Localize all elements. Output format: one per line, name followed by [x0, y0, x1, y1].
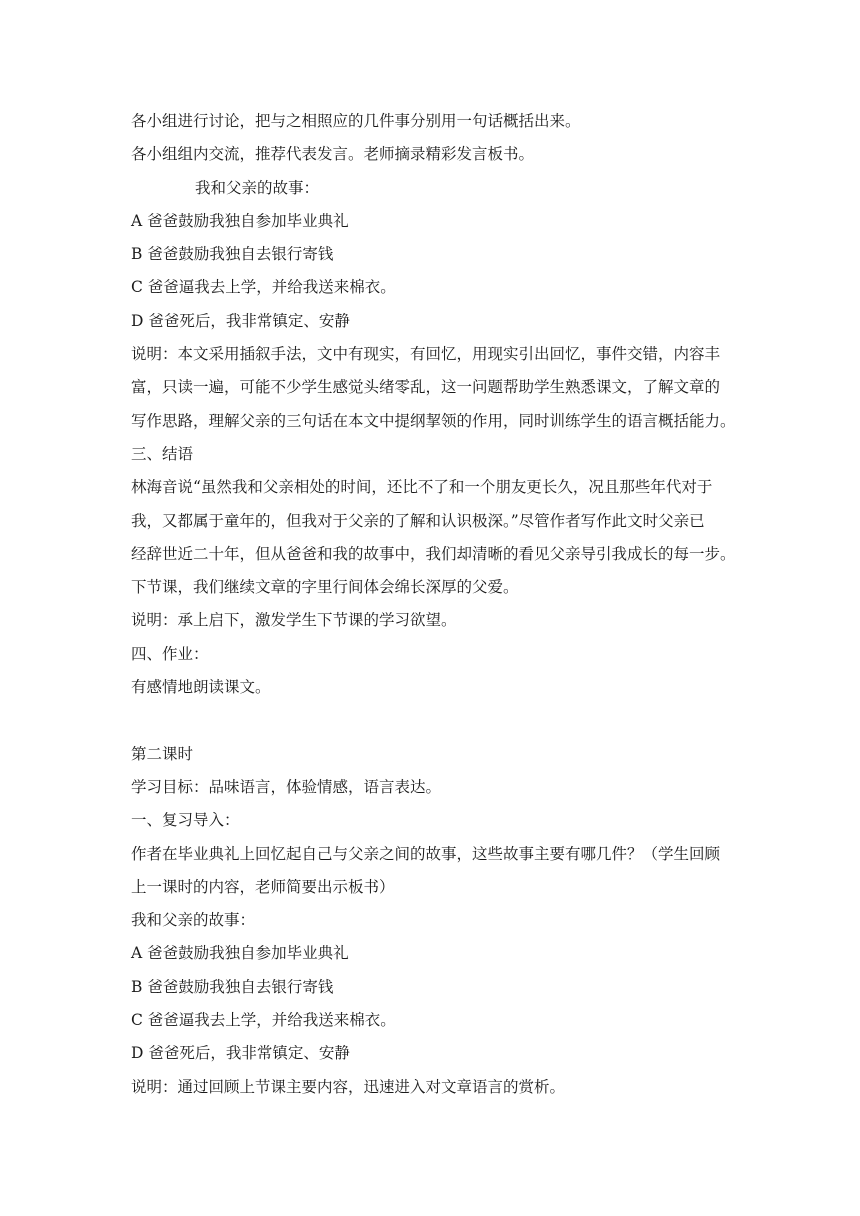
- story-item-c-2: C 爸爸逼我去上学，并给我送来棉衣。: [131, 1011, 396, 1030]
- lesson-title: 第二课时: [131, 744, 194, 763]
- conclusion-note: 说明：承上启下，激发学生下节课的学习欲望。: [131, 611, 457, 630]
- story-heading: 我和父亲的故事：: [195, 178, 320, 197]
- review-line-2: 上一课时的内容，老师简要出示板书）: [131, 877, 395, 896]
- section-heading-homework: 四、作业：: [131, 644, 209, 663]
- conclusion-line-3: 经辞世近二十年，但从爸爸和我的故事中，我们却清晰的看见父亲导引我成长的每一步。: [131, 544, 736, 563]
- section-heading-review: 一、复习导入：: [131, 811, 240, 830]
- review-note: 说明：通过回顾上节课主要内容，迅速进入对文章语言的赏析。: [131, 1077, 566, 1096]
- note-line-2: 富，只读一遍，可能不少学生感觉头绪零乱，这一问题帮助学生熟悉课文，了解文章的: [131, 378, 721, 397]
- story-item-a-2: A 爸爸鼓励我独自参加毕业典礼: [131, 944, 349, 963]
- section-heading-conclusion: 三、结语: [131, 444, 194, 463]
- homework-task: 有感情地朗读课文。: [131, 678, 271, 697]
- story-heading-2: 我和父亲的故事：: [131, 911, 256, 930]
- review-line-1: 作者在毕业典礼上回忆起自己与父亲之间的故事，这些故事主要有哪几件？（学生回顾: [131, 844, 721, 863]
- story-item-b-2: B 爸爸鼓励我独自去银行寄钱: [131, 977, 334, 996]
- document-page: [131, 105, 736, 1104]
- story-item-d-2: D 爸爸死后，我非常镇定、安静: [131, 1044, 350, 1063]
- story-item-a: A 爸爸鼓励我独自参加毕业典礼: [131, 211, 349, 230]
- story-item-d: D 爸爸死后，我非常镇定、安静: [131, 311, 350, 330]
- paragraph-group-discussion: 各小组进行讨论，把与之相照应的几件事分别用一句话概括出来。: [131, 112, 581, 130]
- blank-line: [131, 704, 731, 737]
- paragraph-group-exchange: 各小组组内交流，推荐代表发言。老师摘录精彩发言板书。: [131, 145, 535, 164]
- learning-goal: 学习目标：品味语言，体验情感，语言表达。: [131, 777, 442, 796]
- conclusion-line-2: 我，又都属于童年的，但我对于父亲的了解和认识极深。”尽管作者写作此文时父亲已: [131, 511, 705, 530]
- story-item-b: B 爸爸鼓励我独自去银行寄钱: [131, 245, 334, 264]
- story-item-c: C 爸爸逼我去上学，并给我送来棉衣。: [131, 278, 396, 297]
- conclusion-line-4: 下节课，我们继续文章的字里行间体会绵长深厚的父爱。: [131, 578, 519, 597]
- note-line-1: 说明：本文采用插叙手法，文中有现实，有回忆，用现实引出回忆，事件交错，内容丰: [131, 345, 721, 364]
- note-line-3: 写作思路，理解父亲的三句话在本文中提纲挈领的作用，同时训练学生的语言概括能力。: [131, 411, 736, 430]
- conclusion-line-1: 林海音说“虽然我和父亲相处的时间，还比不了和一个朋友更长久，况且那些年代对于: [131, 478, 713, 497]
